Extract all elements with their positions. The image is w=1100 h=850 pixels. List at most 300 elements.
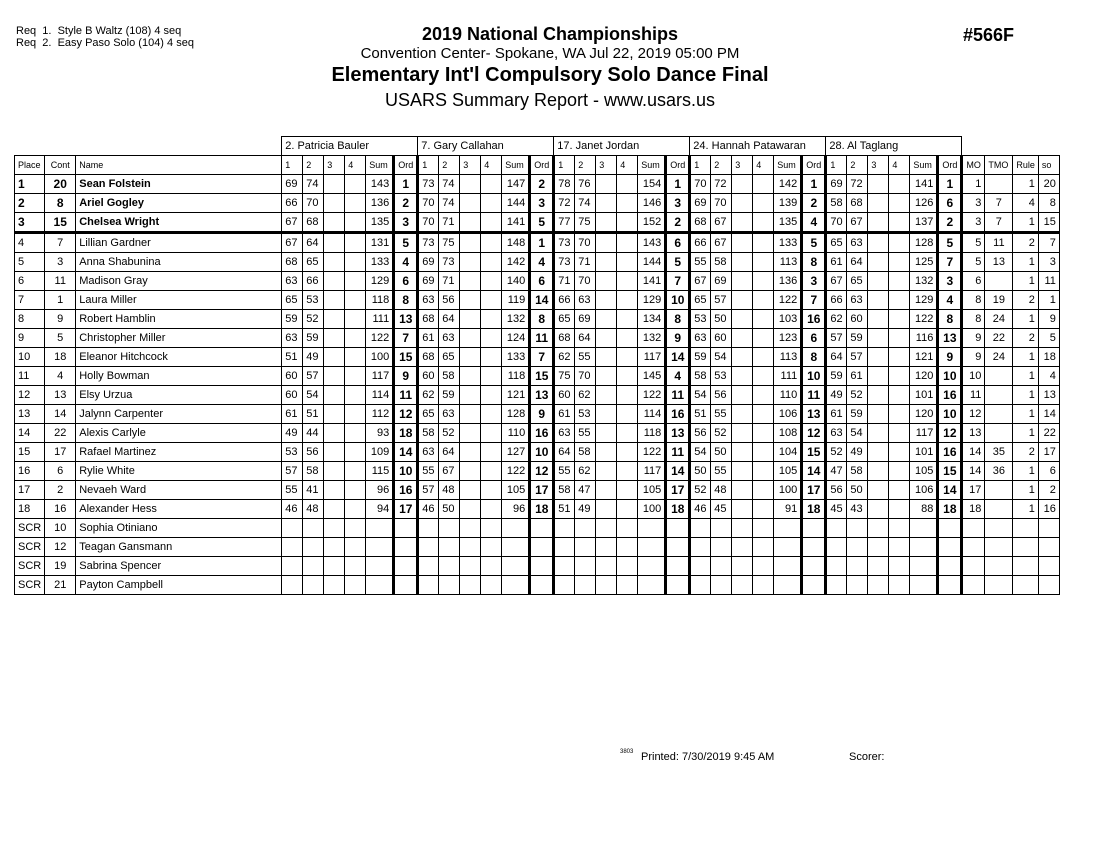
table-row (15, 481, 1060, 500)
judge4-score-3 (732, 405, 753, 424)
judge1-sum: 96 (366, 481, 394, 500)
judge4-score-1: 59 (690, 348, 711, 367)
judge5-score-2: 59 (847, 329, 868, 348)
judge3-score-1: 73 (554, 233, 575, 253)
judge4-score-4 (753, 329, 774, 348)
judge4-score-1: 63 (690, 329, 711, 348)
skater-name: Teagan Gansmann (76, 538, 282, 557)
judge5-score-2: 72 (847, 175, 868, 194)
judge5-score-4 (889, 500, 910, 519)
judge2-score-2 (439, 576, 460, 595)
judge1-score-1: 59 (282, 310, 303, 329)
so-cell: 5 (1038, 329, 1059, 348)
table-row (15, 405, 1060, 424)
judge1-sum: 131 (366, 233, 394, 253)
judge2-sum: 127 (502, 443, 530, 462)
judge4-sum: 135 (774, 213, 802, 233)
judge4-score-2: 45 (711, 500, 732, 519)
judge5-score-3 (868, 175, 889, 194)
judge-name-3: 17. Janet Jordan (554, 137, 690, 156)
judge1-ordinal: 9 (394, 367, 418, 386)
judge2-ordinal: 15 (530, 367, 554, 386)
skater-name: Payton Campbell (76, 576, 282, 595)
contestant-number: 18 (45, 348, 76, 367)
judge5-score-4 (889, 175, 910, 194)
judge2-score-3 (460, 462, 481, 481)
judge2-ordinal (530, 557, 554, 576)
judge1-score-3 (324, 348, 345, 367)
judge5-sum (910, 576, 938, 595)
judge3-sum: 117 (638, 348, 666, 367)
judge4-score-2 (711, 538, 732, 557)
so-cell (1038, 576, 1059, 595)
judge2-score-2: 67 (439, 462, 460, 481)
judge1-score-1: 51 (282, 348, 303, 367)
judge5-ordinal: 4 (938, 291, 962, 310)
judge2-sum: 147 (502, 175, 530, 194)
judge1-score-1 (282, 557, 303, 576)
judge5-sum: 121 (910, 348, 938, 367)
judge4-score-2: 58 (711, 253, 732, 272)
judge5-score-1 (826, 519, 847, 538)
judge2-score-1: 69 (418, 253, 439, 272)
judge2-score-3 (460, 233, 481, 253)
judge4-sum (774, 576, 802, 595)
judge1-score-4 (345, 443, 366, 462)
judge4-score-4 (753, 405, 774, 424)
judge3-score-3 (596, 348, 617, 367)
judge1-score-2 (303, 519, 324, 538)
judge5-score-2: 49 (847, 443, 868, 462)
judge3-score-3 (596, 576, 617, 595)
judge2-score-3 (460, 253, 481, 272)
contestant-number: 7 (45, 233, 76, 253)
judge5-score-4 (889, 481, 910, 500)
header-judge4-ord: Ord (802, 156, 826, 175)
skater-name: Robert Hamblin (76, 310, 282, 329)
judge5-ordinal: 15 (938, 462, 962, 481)
judge5-score-1: 66 (826, 291, 847, 310)
judge1-score-1: 67 (282, 213, 303, 233)
judge5-score-2: 65 (847, 272, 868, 291)
judge1-score-2: 44 (303, 424, 324, 443)
judge2-sum: 110 (502, 424, 530, 443)
judge3-score-1: 55 (554, 462, 575, 481)
judge5-score-4 (889, 519, 910, 538)
judge3-ordinal: 14 (666, 462, 690, 481)
table-row (15, 443, 1060, 462)
judge5-score-1: 58 (826, 194, 847, 213)
so-cell: 13 (1038, 386, 1059, 405)
so-cell: 18 (1038, 348, 1059, 367)
judge5-score-3 (868, 443, 889, 462)
judge5-sum: 120 (910, 405, 938, 424)
judge2-score-4 (481, 194, 502, 213)
tmo-cell: 13 (985, 253, 1013, 272)
judge3-score-2 (575, 576, 596, 595)
judge4-score-4 (753, 253, 774, 272)
judge4-score-4 (753, 576, 774, 595)
judge4-score-1 (690, 538, 711, 557)
judge2-score-3 (460, 500, 481, 519)
judge2-ordinal: 13 (530, 386, 554, 405)
judge2-score-4 (481, 443, 502, 462)
judge3-sum: 122 (638, 386, 666, 405)
judge4-sum: 105 (774, 462, 802, 481)
judge1-score-4 (345, 576, 366, 595)
judge4-score-2 (711, 576, 732, 595)
rule-cell: 1 (1013, 424, 1039, 443)
mo-cell: 9 (962, 329, 985, 348)
judge3-ordinal: 13 (666, 424, 690, 443)
judge1-sum: 100 (366, 348, 394, 367)
judge1-score-4 (345, 519, 366, 538)
judge3-score-1: 66 (554, 291, 575, 310)
place-cell: 5 (15, 253, 45, 272)
rule-cell: 1 (1013, 213, 1039, 233)
judge5-ordinal: 10 (938, 367, 962, 386)
judge2-ordinal: 4 (530, 253, 554, 272)
judge1-sum: 136 (366, 194, 394, 213)
judge3-score-2 (575, 519, 596, 538)
judge1-score-2 (303, 538, 324, 557)
judge2-score-3 (460, 194, 481, 213)
judge1-score-3 (324, 557, 345, 576)
judge4-ordinal (802, 519, 826, 538)
judge2-score-3 (460, 367, 481, 386)
judge4-score-4 (753, 291, 774, 310)
judge2-ordinal: 11 (530, 329, 554, 348)
place-cell: SCR (15, 576, 45, 595)
judge5-ordinal: 1 (938, 175, 962, 194)
contestant-number: 17 (45, 443, 76, 462)
header-judge5-1: 1 (826, 156, 847, 175)
judge4-ordinal: 14 (802, 462, 826, 481)
judge1-score-2: 56 (303, 443, 324, 462)
judge2-sum: 121 (502, 386, 530, 405)
header-judge1-2: 2 (303, 156, 324, 175)
judge2-ordinal: 3 (530, 194, 554, 213)
judge4-score-4 (753, 348, 774, 367)
judge2-score-2 (439, 538, 460, 557)
judge5-score-2 (847, 538, 868, 557)
judge4-score-1: 55 (690, 253, 711, 272)
judge2-ordinal: 10 (530, 443, 554, 462)
contestant-number: 4 (45, 367, 76, 386)
judge4-sum: 108 (774, 424, 802, 443)
judge3-ordinal: 14 (666, 348, 690, 367)
judge2-score-2: 74 (439, 175, 460, 194)
judge1-ordinal (394, 538, 418, 557)
judge5-ordinal (938, 576, 962, 595)
judge4-score-3 (732, 253, 753, 272)
judge5-score-3 (868, 233, 889, 253)
judge4-score-3 (732, 233, 753, 253)
table-row (15, 576, 1060, 595)
mo-cell (962, 519, 985, 538)
contestant-number: 6 (45, 462, 76, 481)
so-cell: 22 (1038, 424, 1059, 443)
judge3-sum: 143 (638, 233, 666, 253)
so-cell (1038, 519, 1059, 538)
judge4-score-3 (732, 519, 753, 538)
judge5-score-2: 58 (847, 462, 868, 481)
place-cell: 14 (15, 424, 45, 443)
judge4-score-3 (732, 386, 753, 405)
contestant-number: 10 (45, 519, 76, 538)
judge4-score-3 (732, 175, 753, 194)
judge2-score-3 (460, 538, 481, 557)
place-cell: 17 (15, 481, 45, 500)
header-judge1-4: 4 (345, 156, 366, 175)
judge4-score-1: 58 (690, 367, 711, 386)
judge3-score-1: 60 (554, 386, 575, 405)
judge3-score-3 (596, 519, 617, 538)
judge3-score-1: 72 (554, 194, 575, 213)
judge5-ordinal: 16 (938, 386, 962, 405)
mo-cell: 6 (962, 272, 985, 291)
judge2-score-4 (481, 424, 502, 443)
judge4-score-2: 52 (711, 424, 732, 443)
judge1-sum: 109 (366, 443, 394, 462)
rule-cell: 1 (1013, 348, 1039, 367)
judge2-sum: 118 (502, 367, 530, 386)
judge1-score-4 (345, 272, 366, 291)
judge2-score-3 (460, 405, 481, 424)
judge4-score-1: 65 (690, 291, 711, 310)
judge5-score-1: 63 (826, 424, 847, 443)
place-cell: SCR (15, 557, 45, 576)
rule-cell (1013, 557, 1039, 576)
judge1-score-1: 63 (282, 272, 303, 291)
judge1-score-1: 60 (282, 386, 303, 405)
judge2-score-3 (460, 348, 481, 367)
judge1-sum (366, 519, 394, 538)
table-row (15, 291, 1060, 310)
judge5-score-4 (889, 424, 910, 443)
judge1-ordinal: 4 (394, 253, 418, 272)
judge5-score-3 (868, 538, 889, 557)
judge1-score-2: 54 (303, 386, 324, 405)
judge5-sum: 105 (910, 462, 938, 481)
judge3-score-1: 64 (554, 443, 575, 462)
judge5-score-3 (868, 424, 889, 443)
judge5-sum: 117 (910, 424, 938, 443)
judge3-score-2: 76 (575, 175, 596, 194)
judge2-score-2: 52 (439, 424, 460, 443)
header-judge4-sum: Sum (774, 156, 802, 175)
judge4-score-3 (732, 213, 753, 233)
judge4-ordinal: 11 (802, 386, 826, 405)
judge1-score-3 (324, 443, 345, 462)
judge4-ordinal (802, 576, 826, 595)
judge1-score-3 (324, 291, 345, 310)
judge1-score-2: 48 (303, 500, 324, 519)
judge5-score-3 (868, 519, 889, 538)
judge3-sum: 154 (638, 175, 666, 194)
judge4-score-1: 54 (690, 443, 711, 462)
contestant-number: 22 (45, 424, 76, 443)
judge5-score-4 (889, 367, 910, 386)
judge3-score-1: 58 (554, 481, 575, 500)
judge4-ordinal: 1 (802, 175, 826, 194)
judge2-score-1: 68 (418, 310, 439, 329)
place-cell: SCR (15, 538, 45, 557)
judge4-score-2 (711, 519, 732, 538)
judge3-score-1: 68 (554, 329, 575, 348)
judge3-score-4 (617, 519, 638, 538)
judge3-score-2: 55 (575, 424, 596, 443)
judge5-score-4 (889, 538, 910, 557)
table-row (15, 500, 1060, 519)
judge3-score-1: 62 (554, 348, 575, 367)
header-judge4-2: 2 (711, 156, 732, 175)
header-judge1-3: 3 (324, 156, 345, 175)
place-cell: 11 (15, 367, 45, 386)
judge3-sum: 105 (638, 481, 666, 500)
judge1-score-2: 59 (303, 329, 324, 348)
judge4-score-4 (753, 443, 774, 462)
judge4-sum: 103 (774, 310, 802, 329)
judge2-score-2: 71 (439, 272, 460, 291)
judge3-score-2: 71 (575, 253, 596, 272)
judge1-score-3 (324, 500, 345, 519)
event-title: Elementary Int'l Compulsory Solo Dance Final (331, 64, 769, 86)
judge3-score-4 (617, 213, 638, 233)
mo-cell: 14 (962, 443, 985, 462)
so-cell: 3 (1038, 253, 1059, 272)
header-judge4-1: 1 (690, 156, 711, 175)
judge2-ordinal: 17 (530, 481, 554, 500)
report-title: USARS Summary Report - www.usars.us (384, 90, 716, 110)
judge2-score-2: 50 (439, 500, 460, 519)
judge5-ordinal: 12 (938, 424, 962, 443)
judge1-ordinal: 15 (394, 348, 418, 367)
rule-cell: 2 (1013, 443, 1039, 462)
tmo-cell: 22 (985, 329, 1013, 348)
judge4-score-1: 52 (690, 481, 711, 500)
judge1-score-4 (345, 253, 366, 272)
judge4-score-1: 51 (690, 405, 711, 424)
column-header-row (15, 156, 1060, 175)
table-row (15, 462, 1060, 481)
judge2-score-1: 63 (418, 443, 439, 462)
judge3-score-3 (596, 424, 617, 443)
tmo-cell: 7 (985, 213, 1013, 233)
judge2-sum: 122 (502, 462, 530, 481)
judge5-score-4 (889, 386, 910, 405)
judge2-score-4 (481, 405, 502, 424)
requirements (16, 25, 194, 49)
judge1-score-1: 63 (282, 329, 303, 348)
footer-code: 3803 (620, 749, 634, 755)
requirement-1: Req 1. Style B Waltz (108) 4 seq (16, 25, 182, 37)
header-judge2-2: 2 (439, 156, 460, 175)
judge2-score-1: 62 (418, 386, 439, 405)
judge4-score-3 (732, 310, 753, 329)
judge4-score-2: 53 (711, 367, 732, 386)
judge1-sum: 133 (366, 253, 394, 272)
judge4-score-4 (753, 213, 774, 233)
judge1-score-3 (324, 253, 345, 272)
so-cell: 15 (1038, 213, 1059, 233)
judge5-sum: 141 (910, 175, 938, 194)
judge5-score-1: 45 (826, 500, 847, 519)
judge5-sum: 88 (910, 500, 938, 519)
judge5-ordinal: 5 (938, 233, 962, 253)
judge1-score-2: 74 (303, 175, 324, 194)
judge3-sum: 117 (638, 462, 666, 481)
judge2-sum: 119 (502, 291, 530, 310)
mo-cell: 11 (962, 386, 985, 405)
rule-cell: 2 (1013, 233, 1039, 253)
judge3-score-3 (596, 233, 617, 253)
judge1-ordinal (394, 557, 418, 576)
judge2-score-4 (481, 576, 502, 595)
rule-cell: 2 (1013, 329, 1039, 348)
judge4-score-2 (711, 557, 732, 576)
judge2-ordinal: 2 (530, 175, 554, 194)
judge4-score-1: 70 (690, 175, 711, 194)
place-cell: SCR (15, 519, 45, 538)
judge5-score-3 (868, 272, 889, 291)
header-judge1-1: 1 (282, 156, 303, 175)
mo-cell: 5 (962, 233, 985, 253)
judge5-score-1: 47 (826, 462, 847, 481)
judge5-score-3 (868, 367, 889, 386)
judge2-ordinal: 8 (530, 310, 554, 329)
judge4-sum: 133 (774, 233, 802, 253)
judge1-ordinal: 18 (394, 424, 418, 443)
judge3-score-2: 69 (575, 310, 596, 329)
rule-cell: 1 (1013, 272, 1039, 291)
judge2-score-4 (481, 213, 502, 233)
mo-cell: 14 (962, 462, 985, 481)
skater-name: Elsy Urzua (76, 386, 282, 405)
judge3-score-2: 47 (575, 481, 596, 500)
judge1-ordinal: 2 (394, 194, 418, 213)
judge4-sum: 106 (774, 405, 802, 424)
table-row (15, 348, 1060, 367)
judge2-score-4 (481, 233, 502, 253)
judge5-sum: 128 (910, 233, 938, 253)
judge3-score-3 (596, 253, 617, 272)
judge4-score-3 (732, 194, 753, 213)
judge1-ordinal: 16 (394, 481, 418, 500)
judge1-score-2: 52 (303, 310, 324, 329)
judge3-score-4 (617, 194, 638, 213)
judge3-sum: 114 (638, 405, 666, 424)
judge5-score-2: 60 (847, 310, 868, 329)
judge4-sum: 139 (774, 194, 802, 213)
tmo-cell (985, 500, 1013, 519)
judge3-ordinal (666, 519, 690, 538)
judge5-score-1 (826, 557, 847, 576)
judge1-score-2 (303, 576, 324, 595)
judge1-score-2: 53 (303, 291, 324, 310)
judge4-sum (774, 557, 802, 576)
judge3-score-4 (617, 538, 638, 557)
judge4-score-4 (753, 462, 774, 481)
place-cell: 1 (15, 175, 45, 194)
judge1-sum: 129 (366, 272, 394, 291)
judge3-sum: 146 (638, 194, 666, 213)
judge4-ordinal: 5 (802, 233, 826, 253)
judge4-ordinal: 7 (802, 291, 826, 310)
judge2-sum: 141 (502, 213, 530, 233)
judge1-score-3 (324, 538, 345, 557)
judge4-sum: 122 (774, 291, 802, 310)
